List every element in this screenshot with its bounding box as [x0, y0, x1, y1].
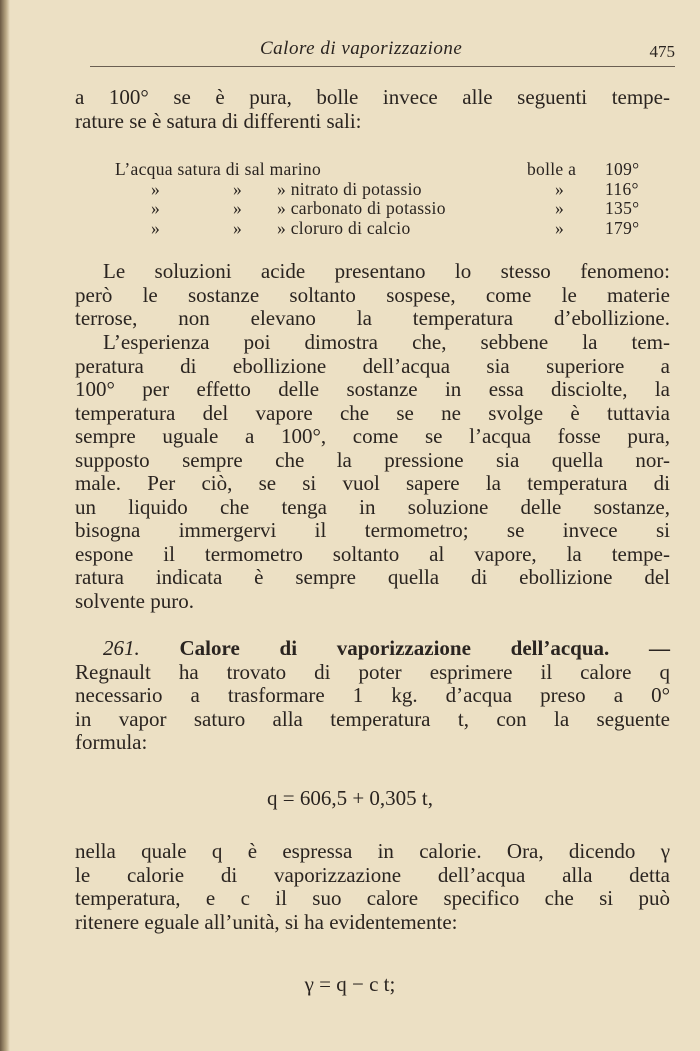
text-line: espone il termometro soltanto al vapore, la tempe-	[75, 541, 670, 566]
table-cell: »	[233, 198, 243, 218]
text-line: ritenere eguale all’unità, si ha evidentemente:	[75, 909, 458, 934]
table-cell: »	[555, 178, 565, 199]
paragraph-2	[75, 260, 670, 331]
text-line: temperatura del vapore che se ne svolge è tuttavia	[75, 400, 670, 425]
text-line: solvente puro.	[75, 588, 194, 613]
text-line: temperatura, e c il suo calore specifico che si può	[75, 886, 670, 910]
text-line: però le sostanze soltanto sospese, come le materie	[75, 282, 670, 307]
boiling-points-table	[115, 160, 650, 238]
paragraph-3	[75, 331, 670, 613]
text-line: supposto sempre che la pressione sia quella nor-	[75, 447, 670, 472]
text-line: peratura di ebollizione dell’acqua sia superiore a	[75, 353, 670, 378]
table-row	[115, 180, 650, 200]
table-cell: »	[151, 217, 161, 238]
text-line: 100° per effetto delle sostanze in essa disciolte, la	[75, 377, 670, 401]
table-cell: »	[555, 198, 565, 218]
text-line: bisogna immergervi il termometro; se invece si	[75, 518, 670, 542]
formula-gamma: γ = q − c t;	[304, 972, 396, 996]
text-line: L’esperienza poi dimostra che, sebbene la tem-	[103, 330, 670, 354]
text-line: un liquido che tenga in soluzione delle sostanze,	[75, 494, 670, 519]
table-cell: L’acqua satura di sal marino	[115, 159, 322, 179]
text-line: sempre uguale a 100°, come se l’acqua fosse pura,	[75, 424, 670, 448]
paragraph-4	[75, 840, 670, 934]
table-cell: » carbonato di potassio	[277, 198, 446, 218]
table-row	[115, 160, 650, 180]
text-line: ratura indicata è sempre quella di ebollizione del	[75, 565, 670, 589]
table-cell: »	[151, 198, 161, 218]
text-line: le calorie di vaporizzazione dell’acqua alla detta	[75, 862, 670, 887]
table-cell: »	[233, 217, 243, 238]
text-line: a 100° se è pura, bolle invece alle seguenti tempe-	[75, 85, 670, 109]
table-cell: bolle a	[527, 159, 577, 179]
text-line: necessario a trasformare 1 kg. d’acqua preso a 0°	[75, 683, 670, 707]
text-line: Regnault ha trovato di poter esprimere il calore q	[75, 659, 670, 684]
section-heading: Calore di vaporizzazione dell’acqua. —	[179, 636, 670, 660]
text-line: Le soluzioni acide presentano lo stesso fenomeno:	[103, 259, 670, 283]
text-line: terrose, non elevano la temperatura d’ebollizione.	[75, 306, 670, 330]
text-line: male. Per ciò, se si vuol sapere la temperatura di	[75, 471, 670, 495]
text-line: rature se è satura di differenti sali:	[75, 108, 362, 133]
table-cell: » nitrato di potassio	[277, 178, 422, 199]
page-number: 475	[649, 42, 675, 61]
book-spine-shadow	[0, 0, 10, 1051]
text-line: nella quale q è espressa in calorie. Ora, dicendo γ	[75, 839, 670, 863]
table-cell: »	[555, 217, 565, 238]
table-cell: »	[233, 178, 243, 199]
table-cell: 109°	[605, 159, 640, 179]
section-261	[75, 637, 670, 755]
table-row	[115, 219, 650, 239]
section-number: 261.	[103, 636, 140, 660]
table-cell: 135°	[605, 198, 640, 218]
table-cell: »	[151, 178, 161, 199]
table-cell: 179°	[605, 217, 640, 238]
text-line: formula:	[75, 730, 148, 754]
header-title: Calore di vaporizzazione	[260, 38, 463, 59]
paragraph-1	[75, 86, 670, 133]
text-line: in vapor saturo alla temperatura t, con la seguente	[75, 706, 670, 731]
section-heading-line	[75, 637, 670, 661]
table-cell: » cloruro di calcio	[277, 217, 411, 238]
formula-q: q = 606,5 + 0,305 t,	[266, 786, 434, 810]
running-header	[90, 36, 675, 67]
table-cell: 116°	[605, 178, 639, 199]
table-row	[115, 199, 650, 219]
